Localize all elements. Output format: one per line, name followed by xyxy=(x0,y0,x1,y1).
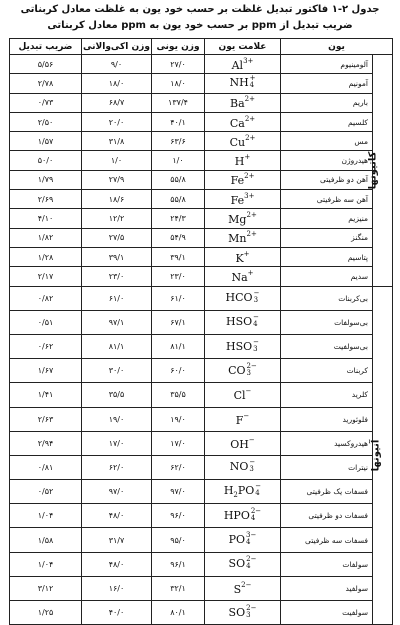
formula-subscript: 3 xyxy=(246,610,251,619)
ionic-weight: ۲۴/۳ xyxy=(152,209,205,228)
ion-formula xyxy=(234,387,252,402)
formula-superscript: 2− xyxy=(246,361,257,370)
formula-charge xyxy=(251,508,261,522)
equivalent-weight: ۴۸/۰ xyxy=(82,504,152,528)
formula-base: CO xyxy=(228,363,246,377)
ion-formula xyxy=(224,484,261,499)
formula-base: Cl xyxy=(233,389,246,403)
formula-charge xyxy=(255,483,261,497)
ion-name: باریم xyxy=(281,93,373,112)
formula-base: H xyxy=(234,155,245,169)
ion-symbol xyxy=(205,286,281,310)
ion-formula xyxy=(230,95,255,110)
ion-formula xyxy=(228,230,257,245)
ion-name: نیترات xyxy=(281,455,373,479)
ionic-weight: ۱۸/۰ xyxy=(152,74,205,93)
formula-base: HPO xyxy=(223,508,250,522)
conversion-factor: ۲/۶۹ xyxy=(10,190,82,209)
ionic-weight: ۳۲/۱ xyxy=(152,576,205,600)
ion-name: کلرید xyxy=(281,383,373,407)
conversion-factor: ۴/۱۰ xyxy=(10,209,82,228)
formula-charge xyxy=(247,363,257,377)
ion-formula xyxy=(236,412,250,427)
formula-superscript: 2+ xyxy=(245,133,256,142)
formula-base: Fe xyxy=(230,174,245,188)
ion-name: هیدروکسید xyxy=(281,431,373,455)
ion-name: آمونیم xyxy=(281,74,373,93)
ion-symbol xyxy=(205,190,281,209)
formula-subscript: 4 xyxy=(249,81,255,90)
ion-name: فسفات سه ظرفیتی xyxy=(281,528,373,552)
equivalent-weight: ۳۹/۱ xyxy=(82,247,152,266)
conversion-factor: ۲/۷۸ xyxy=(10,74,82,93)
equivalent-weight: ۱۲/۲ xyxy=(82,209,152,228)
conversion-factor: ۰/۸۲ xyxy=(10,286,82,310)
equivalent-weight: ۳۱/۷ xyxy=(82,528,152,552)
ion-symbol xyxy=(205,528,281,552)
table-row xyxy=(10,504,393,528)
conversion-factor: ۰/۷۳ xyxy=(10,93,82,112)
formula-superscript: 2+ xyxy=(244,114,256,123)
ion-name: منیزیم xyxy=(281,209,373,228)
ion-name: بی‌کربنات xyxy=(281,286,373,310)
equivalent-weight: ۶۲/۰ xyxy=(82,455,152,479)
ion-formula xyxy=(228,603,257,620)
ionic-weight: ۸۰/۱ xyxy=(152,601,205,625)
ion-formula xyxy=(231,269,253,284)
formula-subscript: 4 xyxy=(246,562,251,571)
ionic-weight: ۲۳/۰ xyxy=(152,267,205,286)
formula-superscript: 3+ xyxy=(244,191,255,200)
ion-name: مس xyxy=(281,132,373,151)
equivalent-weight: ۱۹/۰ xyxy=(82,407,152,431)
ion-name: سولفات xyxy=(281,552,373,576)
ionic-weight: ۱/۰ xyxy=(152,151,205,170)
table-row xyxy=(10,552,393,576)
equivalent-weight: ۲۷/۹ xyxy=(82,170,152,189)
table-row xyxy=(10,209,393,228)
formula-superscript: 2+ xyxy=(244,172,255,181)
formula-charge xyxy=(246,605,256,619)
formula-base: H xyxy=(223,484,234,498)
conversion-factor: ۰/۸۱ xyxy=(10,455,82,479)
formula-superscript: − xyxy=(253,289,260,298)
formula-superscript: 2+ xyxy=(246,211,257,220)
header-equivalent-weight: وزن اکی‌والانی xyxy=(82,39,152,55)
formula-subscript: 4 xyxy=(250,513,256,522)
formula-base: Na xyxy=(231,270,248,284)
formula-base: HCO xyxy=(225,291,253,305)
ion-name: فسفات یک ظرفیتی xyxy=(281,480,373,504)
ionic-weight: ۱۳۷/۴ xyxy=(152,93,205,112)
formula-base: Al xyxy=(231,58,244,72)
conversion-factor: ۱/۵۸ xyxy=(10,528,82,552)
table-row xyxy=(10,151,393,170)
formula-base: HSO xyxy=(225,339,253,353)
ionic-weight: ۹۵/۰ xyxy=(152,528,205,552)
ion-symbol xyxy=(205,504,281,528)
table-row xyxy=(10,576,393,600)
formula-base: S xyxy=(233,582,242,596)
conversion-factor: ۰/۶۲ xyxy=(10,334,82,358)
table-row xyxy=(10,93,393,112)
ionic-weight: ۵۴/۹ xyxy=(152,228,205,247)
equivalent-weight: ۴۰/۰ xyxy=(82,601,152,625)
equivalent-weight: ۶۸/۷ xyxy=(82,93,152,112)
ion-formula xyxy=(226,291,260,305)
formula-base: F xyxy=(235,413,244,427)
formula-superscript: 3− xyxy=(246,531,257,540)
conversion-factor: ۰/۵۱ xyxy=(10,310,82,334)
formula-charge xyxy=(246,556,256,570)
ion-formula xyxy=(231,192,255,207)
formula-base: SO xyxy=(228,605,246,619)
ion-symbol xyxy=(205,552,281,576)
formula-superscript: + xyxy=(247,268,254,277)
equivalent-weight: ۳۱/۸ xyxy=(82,132,152,151)
ion-formula xyxy=(230,460,256,474)
formula-base: SO xyxy=(228,557,246,571)
formula-base: HSO xyxy=(225,315,253,329)
table-row xyxy=(10,528,393,552)
table-row xyxy=(10,170,393,189)
header-row xyxy=(10,39,393,55)
ion-symbol xyxy=(205,431,281,455)
formula-subscript: 4 xyxy=(255,489,260,498)
ionic-weight: ۵۵/۸ xyxy=(152,170,205,189)
equivalent-weight: ۶۱/۰ xyxy=(82,286,152,310)
ion-name: فسفات دو ظرفیتی xyxy=(281,504,373,528)
conversion-factor: ۱/۵۷ xyxy=(10,132,82,151)
formula-superscript: 2+ xyxy=(244,95,255,104)
ion-name: آهن سه ظرفیتی xyxy=(281,190,373,209)
table-row xyxy=(10,310,393,334)
conversion-factor: ۱/۷۹ xyxy=(10,170,82,189)
ionic-weight: ۶۷/۱ xyxy=(152,310,205,334)
conversion-factor: ۲/۵۰ xyxy=(10,112,82,131)
conversion-factor: ۲/۶۳ xyxy=(10,407,82,431)
equivalent-weight: ۹۷/۱ xyxy=(82,310,152,334)
formula-base: PO xyxy=(237,484,255,498)
ion-symbol xyxy=(205,359,281,383)
ion-name: سولفید xyxy=(281,576,373,600)
formula-base: OH xyxy=(230,437,249,451)
table-row xyxy=(10,190,393,209)
ion-formula xyxy=(229,533,257,547)
ionic-weight: ۹۷/۰ xyxy=(152,480,205,504)
ion-name: بی‌سولفیت xyxy=(281,334,373,358)
conversion-factor: ۱/۸۲ xyxy=(10,228,82,247)
table-row xyxy=(10,431,393,455)
formula-superscript: 2− xyxy=(246,555,257,564)
group-label-cations xyxy=(367,55,393,287)
formula-subscript: 3 xyxy=(253,344,258,353)
ion-symbol xyxy=(205,93,281,112)
ion-name: فلوئورید xyxy=(281,407,373,431)
ionic-weight: ۱۷/۰ xyxy=(152,431,205,455)
formula-subscript: 3 xyxy=(249,465,254,474)
ion-symbol xyxy=(205,576,281,600)
ion-formula xyxy=(228,361,257,378)
equivalent-weight: ۹۷/۰ xyxy=(82,480,152,504)
equivalent-weight: ۱۸/۰ xyxy=(82,74,152,93)
table-row xyxy=(10,455,393,479)
ion-name: آلومینیوم xyxy=(281,55,373,74)
ion-name: کربنات xyxy=(281,359,373,383)
equivalent-weight: ۹/۰ xyxy=(82,55,152,74)
formula-charge xyxy=(246,532,256,546)
table-row xyxy=(10,359,393,383)
ion-symbol xyxy=(205,407,281,431)
ionic-weight: ۵۵/۸ xyxy=(152,190,205,209)
formula-charge xyxy=(254,290,260,304)
header-ionic-weight: وزن یونی xyxy=(152,39,205,55)
formula-base: Fe xyxy=(230,193,245,207)
ion-name: سولفیت xyxy=(281,601,373,625)
ionic-weight: ۳۵/۵ xyxy=(152,383,205,407)
ion-symbol xyxy=(205,151,281,170)
ionic-weight: ۴۰/۱ xyxy=(152,112,205,131)
header-ion: یون xyxy=(281,39,393,55)
conversion-factor: ۲/۱۷ xyxy=(10,267,82,286)
table-row xyxy=(10,267,393,286)
table-body xyxy=(10,55,393,625)
ion-formula xyxy=(228,211,257,226)
ion-formula xyxy=(231,172,255,187)
group-label-text: کاتیونها xyxy=(367,151,379,190)
conversion-factor: ۵/۵۶ xyxy=(10,55,82,74)
ion-name: منگنز xyxy=(281,228,373,247)
formula-superscript: 2− xyxy=(246,603,257,612)
ion-formula xyxy=(225,337,260,354)
formula-subscript: 4 xyxy=(253,320,258,329)
ion-formula xyxy=(229,76,255,90)
ion-name: آهن دو ظرفیتی xyxy=(281,170,373,189)
formula-charge xyxy=(253,339,259,353)
formula-superscript: − xyxy=(249,458,256,467)
ionic-weight: ۶۳/۶ xyxy=(152,132,205,151)
conversion-factor: ۲/۹۴ xyxy=(10,431,82,455)
ionic-weight: ۹۶/۱ xyxy=(152,552,205,576)
formula-base: NO xyxy=(229,460,249,474)
table-row xyxy=(10,247,393,266)
group-label-text: آنیونها xyxy=(370,439,382,472)
conversion-factor: ۱/۲۵ xyxy=(10,601,82,625)
formula-base: NH xyxy=(229,76,249,90)
ion-symbol xyxy=(205,209,281,228)
ion-symbol xyxy=(205,132,281,151)
conversion-factor: ۱/۴۱ xyxy=(10,383,82,407)
formula-subscript: 3 xyxy=(246,368,252,377)
ionic-weight: ۶۱/۰ xyxy=(152,286,205,310)
table-subtitle: ضریب تبدیل از ppm بر حسب خود یون به ppm معادل کربناتی xyxy=(47,20,353,31)
ion-symbol xyxy=(205,455,281,479)
conversion-factor: ۱/۰۴ xyxy=(10,552,82,576)
ionic-weight: ۳۹/۱ xyxy=(152,247,205,266)
ionic-weight: ۶۰/۰ xyxy=(152,359,205,383)
equivalent-weight: ۱/۰ xyxy=(82,151,152,170)
table-row xyxy=(10,55,393,74)
ionic-weight: ۶۲/۰ xyxy=(152,455,205,479)
formula-superscript: + xyxy=(249,74,256,83)
formula-base: Ba xyxy=(230,97,245,111)
ion-formula xyxy=(234,581,252,596)
formula-superscript: − xyxy=(253,313,260,322)
formula-base: Mn xyxy=(228,232,247,246)
formula-superscript: − xyxy=(248,435,255,444)
equivalent-weight: ۱۶/۰ xyxy=(82,576,152,600)
table-row xyxy=(10,112,393,131)
ion-formula xyxy=(226,315,259,329)
table-row xyxy=(10,286,393,310)
formula-charge xyxy=(253,314,259,328)
ion-symbol xyxy=(205,170,281,189)
ion-formula xyxy=(230,134,256,149)
formula-superscript: + xyxy=(243,249,250,258)
ion-name: هیدروژن xyxy=(281,151,373,170)
conversion-factor: ۱/۰۴ xyxy=(10,504,82,528)
table-row xyxy=(10,132,393,151)
conversion-factor: ۱/۲۸ xyxy=(10,247,82,266)
ion-formula xyxy=(235,153,250,168)
ion-symbol xyxy=(205,228,281,247)
equivalent-weight: ۳۵/۵ xyxy=(82,383,152,407)
formula-charge xyxy=(250,75,256,89)
equivalent-weight: ۲۷/۵ xyxy=(82,228,152,247)
ion-symbol xyxy=(205,247,281,266)
ion-formula xyxy=(229,557,257,571)
ion-name: پتاسیم xyxy=(281,247,373,266)
formula-superscript: + xyxy=(244,153,251,162)
header-symbol: علامت یون xyxy=(205,39,281,55)
formula-superscript: − xyxy=(243,411,250,420)
ionic-weight: ۸۱/۱ xyxy=(152,334,205,358)
table-row xyxy=(10,383,393,407)
ion-name: کلسیم xyxy=(281,112,373,131)
ionic-weight: ۱۹/۰ xyxy=(152,407,205,431)
equivalent-weight: ۱۸/۶ xyxy=(82,190,152,209)
table-title: جدول ۲-۱ فاکتور تبدیل غلظت بر حسب خود یون به غلظت معادل کربناتی xyxy=(20,4,380,15)
ionic-weight: ۲۷/۰ xyxy=(152,55,205,74)
ion-name: سدیم xyxy=(281,267,373,286)
ion-symbol xyxy=(205,480,281,504)
ion-symbol xyxy=(205,74,281,93)
formula-base: Cu xyxy=(229,135,246,149)
conversion-factor: ۰/۵۲ xyxy=(10,480,82,504)
formula-subscript: 4 xyxy=(246,538,251,547)
ion-formula xyxy=(230,115,255,130)
table-row xyxy=(10,407,393,431)
ion-symbol xyxy=(205,334,281,358)
ion-symbol xyxy=(205,601,281,625)
equivalent-weight: ۳۰/۰ xyxy=(82,359,152,383)
conversion-table xyxy=(9,38,393,625)
equivalent-weight: ۸۱/۱ xyxy=(82,334,152,358)
table-row xyxy=(10,228,393,247)
ionic-weight: ۹۶/۰ xyxy=(152,504,205,528)
formula-superscript: 2+ xyxy=(246,230,257,239)
formula-superscript: 3+ xyxy=(243,56,254,65)
formula-base: Mg xyxy=(228,213,247,227)
formula-superscript: 2− xyxy=(250,506,262,515)
group-label-anions xyxy=(370,286,393,625)
ion-symbol xyxy=(205,383,281,407)
ion-formula xyxy=(223,506,262,523)
ion-formula xyxy=(235,250,249,265)
formula-superscript: − xyxy=(253,337,260,346)
ion-formula xyxy=(232,57,254,72)
conversion-factor: ۱/۶۷ xyxy=(10,359,82,383)
table-row xyxy=(10,74,393,93)
equivalent-weight: ۱۷/۰ xyxy=(82,431,152,455)
ion-symbol xyxy=(205,310,281,334)
formula-superscript: 2− xyxy=(241,580,252,589)
formula-superscript: − xyxy=(245,387,252,396)
formula-base: Ca xyxy=(229,116,245,130)
table-row xyxy=(10,480,393,504)
conversion-factor: ۵۰/۰ xyxy=(10,151,82,170)
formula-superscript: − xyxy=(255,482,262,491)
header-factor: ضریب تبدیل xyxy=(10,39,82,55)
ion-symbol xyxy=(205,55,281,74)
formula-base: PO xyxy=(228,533,246,547)
ion-symbol xyxy=(205,112,281,131)
formula-base: K xyxy=(235,251,244,265)
table-row xyxy=(10,601,393,625)
equivalent-weight: ۲۳/۰ xyxy=(82,267,152,286)
formula-subscript: 3 xyxy=(253,296,259,305)
formula-charge xyxy=(249,459,255,473)
ion-symbol xyxy=(205,267,281,286)
ion-name: بی‌سولفات xyxy=(281,310,373,334)
table-row xyxy=(10,334,393,358)
conversion-factor: ۳/۱۲ xyxy=(10,576,82,600)
equivalent-weight: ۴۸/۰ xyxy=(82,552,152,576)
ion-formula xyxy=(230,436,255,451)
formula-subscript: 2 xyxy=(233,491,238,500)
equivalent-weight: ۲۰/۰ xyxy=(82,112,152,131)
